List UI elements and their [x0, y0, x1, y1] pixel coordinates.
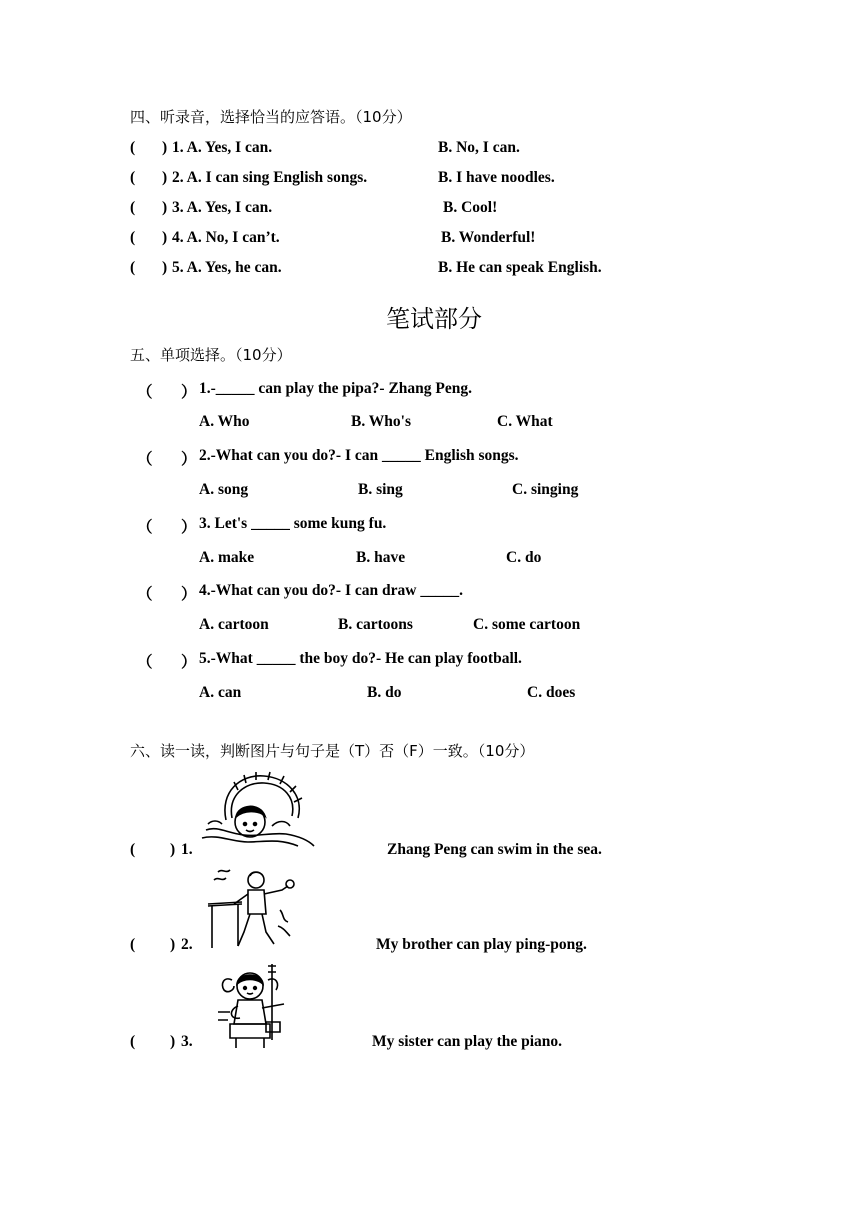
ping-pong-player-icon — [204, 866, 300, 952]
answer-open-bracket[interactable]: ( — [130, 936, 136, 953]
choice-c: C. do — [506, 549, 542, 566]
answer-open-bracket[interactable]: （ — [137, 451, 153, 468]
answer-close-bracket: ) — [170, 841, 176, 858]
answer-close-bracket: ) — [162, 199, 168, 216]
option-b: B. Wonderful! — [441, 229, 536, 246]
question-text: 5.-What _____ the boy do?- He can play football. — [199, 650, 522, 667]
answer-open-bracket[interactable]: （ — [137, 384, 153, 401]
choice-b: B. have — [356, 549, 406, 566]
choice-b: B. cartoons — [338, 616, 413, 633]
answer-open-bracket[interactable]: （ — [137, 519, 153, 536]
option-a: 5. A. Yes, he can. — [172, 259, 282, 276]
answer-open-bracket[interactable]: ( — [130, 199, 136, 216]
answer-close-bracket: ) — [162, 229, 168, 246]
answer-close-bracket: ） — [181, 384, 197, 401]
choice-b: B. do — [367, 684, 402, 701]
section6-heading: 六、读一读，判断图片与句子是（T）否（F）一致。（10分） — [130, 742, 535, 760]
answer-open-bracket[interactable]: ( — [130, 229, 136, 246]
choice-b: B. Who's — [351, 413, 412, 430]
choice-b: B. sing — [358, 481, 403, 498]
option-a: 1. A. Yes, I can. — [172, 139, 273, 156]
section5-heading: 五、单项选择。（10分） — [130, 346, 292, 364]
answer-open-bracket[interactable]: ( — [130, 1033, 136, 1050]
option-a: 4. A. No, I can’t. — [172, 229, 280, 246]
question-text: 4.-What can you do?- I can draw _____. — [199, 582, 463, 599]
option-a: 2. A. I can sing English songs. — [172, 169, 368, 186]
choice-a: A. Who — [199, 413, 250, 430]
option-b: B. No, I can. — [438, 139, 520, 156]
answer-close-bracket: ） — [181, 451, 197, 468]
item-sentence: Zhang Peng can swim in the sea. — [387, 841, 602, 858]
question-text: 1.-_____ can play the pipa?- Zhang Peng. — [199, 380, 473, 397]
answer-close-bracket: ) — [162, 259, 168, 276]
item-sentence: My brother can play ping-pong. — [376, 936, 587, 953]
girl-playing-erhu-icon — [210, 962, 306, 1050]
choice-c: C. some cartoon — [473, 616, 581, 633]
question-text: 3. Let's _____ some kung fu. — [199, 515, 387, 532]
answer-open-bracket[interactable]: ( — [130, 169, 136, 186]
option-a: 3. A. Yes, I can. — [172, 199, 273, 216]
answer-close-bracket: ) — [162, 139, 168, 156]
choice-a: A. make — [199, 549, 255, 566]
item-number: 2. — [181, 936, 193, 953]
answer-close-bracket: ) — [162, 169, 168, 186]
choice-c: C. What — [497, 413, 553, 430]
option-b: B. He can speak English. — [438, 259, 602, 276]
choice-a: A. cartoon — [199, 616, 269, 633]
answer-open-bracket[interactable]: （ — [137, 586, 153, 603]
answer-open-bracket[interactable]: ( — [130, 139, 136, 156]
choice-a: A. song — [199, 481, 249, 498]
answer-close-bracket: ) — [170, 936, 176, 953]
item-number: 3. — [181, 1033, 193, 1050]
answer-close-bracket: ） — [181, 586, 197, 603]
item-number: 1. — [181, 841, 193, 858]
section4-heading: 四、听录音，选择恰当的应答语。（10分） — [130, 108, 412, 126]
choice-c: C. singing — [512, 481, 579, 498]
written-part-title: 笔试部分 — [386, 305, 482, 333]
choice-c: C. does — [527, 684, 576, 701]
option-b: B. I have noodles. — [438, 169, 555, 186]
answer-close-bracket: ） — [181, 654, 197, 671]
answer-open-bracket[interactable]: （ — [137, 654, 153, 671]
answer-open-bracket[interactable]: ( — [130, 259, 136, 276]
choice-a: A. can — [199, 684, 242, 701]
question-text: 2.-What can you do?- I can _____ English songs. — [199, 447, 519, 464]
boy-swimming-icon — [198, 770, 318, 856]
answer-open-bracket[interactable]: ( — [130, 841, 136, 858]
option-b: B. Cool! — [443, 199, 498, 216]
answer-close-bracket: ) — [170, 1033, 176, 1050]
item-sentence: My sister can play the piano. — [372, 1033, 563, 1050]
answer-close-bracket: ） — [181, 519, 197, 536]
